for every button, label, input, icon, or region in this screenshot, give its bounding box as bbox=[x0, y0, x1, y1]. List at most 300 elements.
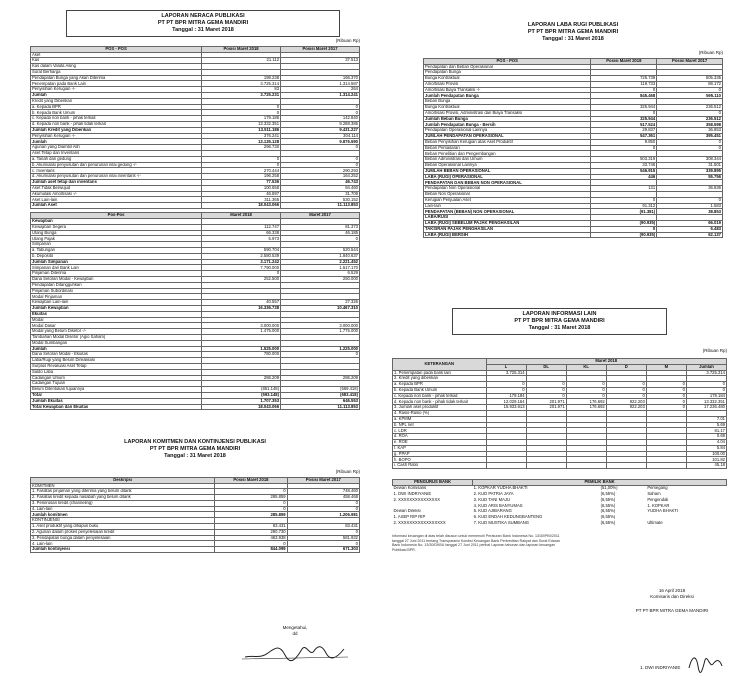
komitmen-col-2: Posisi Maret 2017 bbox=[287, 477, 359, 483]
neraca-date: Tanggal : 31 Maret 2018 bbox=[172, 27, 234, 33]
aset-value: 21.112 bbox=[202, 58, 281, 64]
infolain-value: 0 bbox=[526, 393, 566, 399]
aset-label: Aset Lain-lain bbox=[31, 197, 202, 203]
komitmen-section bbox=[30, 437, 360, 636]
labarugi-value: 358.598 bbox=[657, 122, 723, 128]
labarugi-col-1: Posisi Maret 2018 bbox=[591, 58, 657, 64]
pasiva-value: 112.747 bbox=[202, 224, 281, 230]
pasiva-label: b. Deposito bbox=[31, 253, 202, 259]
aset-label: Penyisihan Kerugian -/- bbox=[31, 133, 202, 139]
aset-value: 304.114 bbox=[281, 133, 360, 139]
komitmen-value: 458.468 bbox=[287, 495, 359, 501]
infolain-value bbox=[566, 463, 606, 469]
pasiva-col-2: Maret 2017 bbox=[281, 213, 360, 219]
labarugi-value: 725.739 bbox=[591, 76, 657, 82]
aset-label: Penempatan pada Bank Lain bbox=[31, 81, 202, 87]
infolain-value: 922.203 bbox=[606, 399, 646, 405]
aset-value: 164.252 bbox=[281, 174, 360, 180]
pemilik-name: 3. KUD TANI MAJU bbox=[473, 497, 511, 502]
pemilik-share: (6,55%) bbox=[600, 502, 616, 508]
komitmen-label: 2. Agunan dalam proses penyelesaian kredit bbox=[31, 529, 215, 535]
labarugi-label: Amortisasi Biaya Transaksi -/- bbox=[424, 87, 591, 93]
pasiva-value: 3.000.000 bbox=[281, 323, 360, 329]
infolain-value: 0 bbox=[686, 382, 726, 388]
pasiva-value: 286.209 bbox=[281, 375, 360, 381]
labarugi-value: 339.895 bbox=[657, 168, 723, 174]
neraca-header bbox=[66, 10, 340, 37]
infolain-label: h. BOPO bbox=[393, 457, 487, 463]
infolain-value: 4.04 bbox=[686, 440, 726, 446]
pasiva-label: Surplus Revaluasi Aset Tetap bbox=[31, 363, 202, 369]
labarugi-value: 6.483 bbox=[657, 226, 723, 232]
labarugi-value: 119.733 bbox=[591, 81, 657, 87]
komitmen-label: 1. Aset produktif yang dihapus buku bbox=[31, 524, 215, 530]
infolain-label: 1. Penempatan pada bank lain bbox=[393, 370, 487, 376]
infolain-value: 201.971 bbox=[526, 405, 566, 411]
aset-col-1: Posisi Maret 2018 bbox=[202, 46, 281, 52]
aset-label: Surat Berharga bbox=[31, 69, 202, 75]
komitmen-table bbox=[30, 477, 360, 554]
labarugi-value: 845.468 bbox=[591, 93, 657, 99]
aset-value: 290.293 bbox=[281, 168, 360, 174]
infolain-label: b. NPL net bbox=[393, 422, 487, 428]
pasiva-label: Modal Pinjaman bbox=[31, 294, 202, 300]
pasiva-value: 18.043.066 bbox=[202, 404, 281, 410]
pasiva-label: Utang Pajak bbox=[31, 236, 202, 242]
labarugi-value: 595.110 bbox=[657, 93, 723, 99]
labarugi-value: 0 bbox=[591, 226, 657, 232]
infolain-col-0: L bbox=[486, 364, 526, 370]
labarugi-value: 0 bbox=[657, 87, 723, 93]
labarugi-unit: (Ribuan Rp) bbox=[698, 50, 723, 55]
pasiva-label: Jumlah Kewajiban bbox=[31, 305, 202, 311]
pasiva-value: 1.840.637 bbox=[281, 253, 360, 259]
labarugi-col-0: POS - POS bbox=[424, 58, 591, 64]
pemegang-saham: 1. KOPKAR bbox=[647, 502, 670, 508]
infolain-table bbox=[392, 358, 727, 470]
neraca-unit: (Ribuan Rp) bbox=[335, 38, 360, 43]
pemegang-saham: Pengendali bbox=[647, 497, 669, 502]
pasiva-value: 1.775.000 bbox=[281, 329, 360, 335]
pasiva-label: Belum Ditentukan tujuannya bbox=[31, 387, 202, 393]
pasiva-value: 66.338 bbox=[202, 230, 281, 236]
footnote-line: tanggal 27 Juni 2011 tentang Transparansi Kondisi Keuangan Bank Perkreditan Rakyat dan Surat Edaran bbox=[392, 538, 560, 543]
labarugi-value: 325.944 bbox=[591, 116, 657, 122]
labarugi-value: 0 bbox=[657, 197, 723, 203]
labarugi-label: LABA (RUGI) BERSIH bbox=[424, 232, 591, 238]
aset-value: 9.288.386 bbox=[281, 122, 360, 128]
labarugi-value: 9.850 bbox=[591, 139, 657, 145]
footnote-line: Bank Indonesia No. 13/30/DKBU tanggal 27 Juni 2011 perihal Laporan tahunan dan laporan keuangan bbox=[392, 543, 556, 548]
pasiva-table bbox=[30, 212, 360, 410]
aset-value: 296.730 bbox=[202, 145, 281, 151]
pasiva-label: Modal Dasar bbox=[31, 323, 202, 329]
labarugi-section bbox=[423, 20, 723, 238]
pasiva-value: 0 bbox=[202, 271, 281, 277]
pasiva-label: Laba/Rugi yang Belum Direalisasi bbox=[31, 358, 202, 364]
labarugi-label: Amortisasi Provisi, Administrasi dan Biaya Transaksi bbox=[424, 110, 591, 116]
pasiva-row bbox=[31, 404, 360, 410]
labarugi-label: Pendapatan Bunga bbox=[424, 70, 591, 76]
infolain-label: e. ROE bbox=[393, 440, 487, 446]
infolain-col-1: DL bbox=[526, 364, 566, 370]
labarugi-value: 66.019 bbox=[657, 221, 723, 227]
aset-label: Agunan yang Diambil Alih bbox=[31, 145, 202, 151]
komitmen-value: 0 bbox=[215, 506, 287, 512]
labarugi-value: 446 bbox=[591, 174, 657, 180]
pasiva-value: 5.973 bbox=[202, 236, 281, 242]
aset-value: 0 bbox=[202, 162, 281, 168]
infolain-value: 0 bbox=[566, 387, 606, 393]
pasiva-label: Total bbox=[31, 392, 202, 398]
labarugi-label: LABA/RUGI bbox=[424, 215, 591, 221]
bottom-signature bbox=[640, 650, 728, 676]
pemilik-share: (6,55%) bbox=[600, 508, 616, 514]
infolain-value bbox=[526, 463, 566, 469]
aset-value: 13.135.128 bbox=[202, 139, 281, 145]
infolain-value: 12.029.164 bbox=[486, 399, 526, 405]
pasiva-label: Utang Bunga bbox=[31, 230, 202, 236]
labarugi-label: TAKSIRAN PAJAK PENGHASILAN bbox=[424, 226, 591, 232]
infolain-value: 179.184 bbox=[486, 393, 526, 399]
neraca-company: PT PT BPR MITRA GEMA MANDIRI bbox=[157, 20, 249, 26]
infolain-value: 3.725.314 bbox=[486, 370, 526, 376]
pasiva-label: Dana Setoran Modal - Kewajiban bbox=[31, 276, 202, 282]
komitmen-value: 0 bbox=[287, 541, 359, 547]
infolain-value: 13.332.351 bbox=[686, 399, 726, 405]
infolain-value: 7.01 bbox=[686, 416, 726, 422]
aset-label: d. Kepada non bank - pihak tidak terkait bbox=[31, 122, 202, 128]
komitmen-value: 671.303 bbox=[287, 547, 359, 553]
pasiva-label: Kewajiban Lain-lain bbox=[31, 300, 202, 306]
pengurus-table bbox=[392, 479, 727, 526]
company-label: PT PT BPR MITRA GEMA MANDIRI bbox=[635, 608, 709, 613]
pemegang-saham: YUDHA BHAKTI bbox=[647, 508, 679, 514]
labarugi-value: 395.451 bbox=[657, 134, 723, 140]
aset-value: 46.697 bbox=[202, 191, 281, 197]
komitmen-label: 2. Fasilitas kredit kepada nasabah yang belum ditarik bbox=[31, 495, 215, 501]
komitmen-signature-block bbox=[230, 625, 360, 665]
pemilik-name: 4. KUD ARIS BANYUMAS bbox=[473, 502, 523, 508]
infolain-col-5: Jumlah bbox=[686, 364, 726, 370]
infolain-unit: (Ribuan Rp) bbox=[702, 348, 727, 353]
labarugi-value: (90.935) bbox=[591, 221, 657, 227]
infolain-label: g. PPAP bbox=[393, 451, 487, 457]
infolain-header bbox=[452, 308, 667, 335]
komitmen-row bbox=[31, 547, 360, 553]
aset-value: 13.332.351 bbox=[202, 122, 281, 128]
labarugi-value: 0 bbox=[591, 110, 657, 116]
labarugi-label: LABA (RUGI) SEBELUM PAJAK PENGHASILAN bbox=[424, 221, 591, 227]
komitmen-value: 0 bbox=[287, 506, 359, 512]
labarugi-value: 308.344 bbox=[657, 157, 723, 163]
labarugi-label: Beban Bunga bbox=[424, 99, 591, 105]
pasiva-value: 646.553 bbox=[281, 398, 360, 404]
komitmen-value: 581.932 bbox=[287, 535, 359, 541]
infolain-value: 0 bbox=[566, 382, 606, 388]
infolain-label: c. Kepada non bank - pihak terkait bbox=[393, 393, 487, 399]
aset-value: 0 bbox=[281, 156, 360, 162]
pemilik-name: 2. KUD PATRIA JAYA bbox=[473, 491, 514, 496]
pasiva-value: 11.113.853 bbox=[281, 404, 360, 410]
labarugi-value: 36.853 bbox=[657, 128, 723, 134]
pasiva-label: Simpanan dari Bank Lain bbox=[31, 265, 202, 271]
aset-value: 83 bbox=[202, 87, 281, 93]
komitmen-value: 748.460 bbox=[287, 489, 359, 495]
infolain-value: 0 bbox=[646, 393, 686, 399]
aset-label: c. Inventaris bbox=[31, 168, 202, 174]
aset-label: Aset bbox=[31, 52, 202, 58]
labarugi-label: Pendapatan Non Operasional bbox=[424, 186, 591, 192]
dd-label: dd bbox=[292, 631, 298, 636]
infolain-value: 101.82 bbox=[686, 457, 726, 463]
pemilik-share: (6,55%) bbox=[600, 514, 616, 520]
komitmen-unit: (Ribuan Rp) bbox=[335, 469, 360, 474]
pasiva-value: 6.529 bbox=[281, 271, 360, 277]
infolain-value: 15.933.613 bbox=[486, 405, 526, 411]
aset-value: 198.238 bbox=[202, 75, 281, 81]
labarugi-label: PENDAPATAN (BEBAN) NON OPERASIONAL bbox=[424, 209, 591, 215]
labarugi-label: LABA (RUGI) OPERASIONAL bbox=[424, 174, 591, 180]
aset-value: 9.431.227 bbox=[281, 127, 360, 133]
labarugi-table bbox=[423, 58, 723, 239]
komitmen-value: 285.859 bbox=[215, 495, 287, 501]
aset-value: 37.513 bbox=[281, 58, 360, 64]
labarugi-date: Tanggal : 31 Maret 2018 bbox=[542, 36, 604, 42]
pasiva-label: a. Tabungan bbox=[31, 248, 202, 254]
infolain-label: f. KAP bbox=[393, 445, 487, 451]
labarugi-value: 236.512 bbox=[657, 105, 723, 111]
infolain-value: 45.18 bbox=[686, 463, 726, 469]
komitmen-value: 1.206.981 bbox=[287, 512, 359, 518]
labarugi-value: 38.853 bbox=[657, 209, 723, 215]
pasiva-value: 2.221.452 bbox=[281, 259, 360, 265]
komitmen-value: 285.859 bbox=[215, 512, 287, 518]
infolain-value: 81.17 bbox=[686, 428, 726, 434]
labarugi-label: JUMLAH BEBAN OPERASIONAL bbox=[424, 168, 591, 174]
aset-label: a. Tanah dan gedung bbox=[31, 156, 202, 162]
pasiva-label: Pinjaman Diterima bbox=[31, 271, 202, 277]
infolain-value: 179.184 bbox=[686, 393, 726, 399]
infolain-value: 0.69 bbox=[686, 434, 726, 440]
komitmen-col-0: Deskripsi bbox=[31, 477, 215, 483]
infolain-title: LAPORAN INFORMASI LAIN bbox=[522, 311, 597, 317]
pasiva-label: Cadangan Tujuan bbox=[31, 381, 202, 387]
infolain-value: 0 bbox=[486, 382, 526, 388]
infolain-label: 2. Kredit yang diberikan bbox=[393, 376, 487, 382]
pasiva-value: 10.467.310 bbox=[281, 305, 360, 311]
aset-value: 530.152 bbox=[281, 197, 360, 203]
pasiva-value: 252.500 bbox=[202, 276, 281, 282]
labarugi-value: 91.312 bbox=[591, 203, 657, 209]
labarugi-value: 0 bbox=[591, 197, 657, 203]
infolain-value: 100.00 bbox=[686, 451, 726, 457]
aset-label: Jumlah bbox=[31, 93, 202, 99]
labarugi-value: 131 bbox=[591, 186, 657, 192]
pasiva-value: 286.209 bbox=[202, 375, 281, 381]
labarugi-value: 0 bbox=[591, 145, 657, 151]
aset-value: 311.365 bbox=[202, 197, 281, 203]
aset-value: 196.258 bbox=[202, 174, 281, 180]
pasiva-value: (851.148) bbox=[202, 387, 281, 393]
infolain-value: 176.692 bbox=[566, 399, 606, 405]
infolain-signature-block bbox=[617, 588, 727, 614]
pemilik-share: (6,55%) bbox=[600, 520, 616, 525]
pasiva-value: (593.148) bbox=[202, 392, 281, 398]
pasiva-value: (683.418) bbox=[281, 392, 360, 398]
pemilik-header: PEMILIK BANK bbox=[473, 480, 727, 486]
pasiva-value: 1.517.170 bbox=[281, 265, 360, 271]
labarugi-value: 0 bbox=[657, 145, 723, 151]
pasiva-value: 1.475.000 bbox=[202, 329, 281, 335]
komitmen-label: KONTINJENSI bbox=[31, 518, 215, 524]
labarugi-value: 29.837 bbox=[591, 128, 657, 134]
labarugi-label: Kerugian Penjualan Aset bbox=[424, 197, 591, 203]
pasiva-value: 3.171.242 bbox=[202, 259, 281, 265]
infolain-value: 0 bbox=[686, 387, 726, 393]
pasiva-value: 40.557 bbox=[202, 300, 281, 306]
infolain-value bbox=[646, 463, 686, 469]
infolain-value: 922.203 bbox=[606, 405, 646, 411]
aset-table bbox=[30, 46, 360, 210]
aset-value: 9.876.590 bbox=[281, 139, 360, 145]
labarugi-value: (90.935) bbox=[591, 232, 657, 238]
infolain-value: 5.69 bbox=[686, 422, 726, 428]
pasiva-value: (569.418) bbox=[281, 387, 360, 393]
labarugi-label: Lain-lain bbox=[424, 203, 591, 209]
infolain-value: 0 bbox=[646, 382, 686, 388]
labarugi-label: Pendapatan dan Beban Operasional bbox=[424, 64, 591, 70]
pengurus-name: 2. XXXXXXXXXXXXXXX bbox=[393, 497, 441, 502]
pasiva-value: 1.707.353 bbox=[202, 398, 281, 404]
pasiva-value: 0 bbox=[281, 352, 360, 358]
komitmen-value: 0 bbox=[215, 541, 287, 547]
labarugi-label: Beban Pemasaran bbox=[424, 145, 591, 151]
labarugi-value: 0 bbox=[657, 110, 723, 116]
aset-value: 31.709 bbox=[281, 191, 360, 197]
labarugi-title: LAPORAN LABA RUGI PUBLIKASI bbox=[527, 22, 619, 28]
infolain-value: 0 bbox=[646, 405, 686, 411]
komitmen-label: 1. Fasilitas pinjaman yang diterima yang belum ditarik bbox=[31, 489, 215, 495]
aset-value: 0 bbox=[202, 110, 281, 116]
labarugi-value: 62.137 bbox=[657, 232, 723, 238]
aset-label: Aset Tetap dan Inventaris bbox=[31, 151, 202, 157]
aset-value: 0 bbox=[202, 156, 281, 162]
footnote bbox=[392, 534, 597, 552]
komitmen-label: 3. Penerusan kredit (channeling) bbox=[31, 500, 215, 506]
infolain-col-4: M bbox=[646, 364, 686, 370]
pasiva-label: Dana Setoran Modal - Ekuitas bbox=[31, 352, 202, 358]
infolain-row bbox=[393, 463, 727, 469]
infolain-value: 0 bbox=[526, 382, 566, 388]
infolain-label: a. Kepada BPR bbox=[393, 382, 487, 388]
labarugi-value: 546.915 bbox=[591, 168, 657, 174]
infolain-value: 0 bbox=[606, 393, 646, 399]
aset-label: b. Akumulasi penyusutan dan penurunan nilai gedung -/- bbox=[31, 162, 202, 168]
komitmen-value: 844.099 bbox=[215, 547, 287, 553]
labarugi-label: Jumlah Beban Bunga bbox=[424, 116, 591, 122]
aset-value: 1.314.241 bbox=[281, 93, 360, 99]
aset-label: c. Kepada non bank - pihak terkait bbox=[31, 116, 202, 122]
aset-label: Kas dalam Valuta Asing bbox=[31, 64, 202, 70]
aset-value: 1.314.587 bbox=[281, 81, 360, 87]
pemilik-share: (6,55%) bbox=[600, 491, 616, 496]
infolain-value bbox=[486, 463, 526, 469]
komitmen-label: Jumlah komitmen bbox=[31, 512, 215, 518]
labarugi-value: 0 bbox=[657, 139, 723, 145]
aset-label: Penyisihan Kerugian -/- bbox=[31, 87, 202, 93]
labarugi-value: 503.319 bbox=[591, 157, 657, 163]
pasiva-value: 7.790.000 bbox=[202, 265, 281, 271]
labarugi-label: JUMLAH PENDAPATAN OPERASIONAL bbox=[424, 134, 591, 140]
infolain-value: 17.236.480 bbox=[686, 405, 726, 411]
komitmen-title: LAPORAN KOMITMEN DAN KONTINJENSI PUBLIKASI bbox=[124, 439, 266, 445]
pengurus-name: 1. ASEP RIP RIP bbox=[393, 514, 426, 520]
aset-col-0: POS - POS bbox=[31, 46, 202, 52]
pasiva-value: 27.326 bbox=[281, 300, 360, 306]
pengurus-name: Dewan Direksi bbox=[393, 508, 421, 514]
infolain-col-3: D bbox=[606, 364, 646, 370]
pemilik-share: (51,00%) bbox=[600, 485, 618, 491]
pasiva-label: Kewajiban Segera bbox=[31, 224, 202, 230]
aset-value: 142.840 bbox=[281, 116, 360, 122]
aset-value: 11.113.853 bbox=[281, 203, 360, 209]
pasiva-value: 0 bbox=[281, 236, 360, 242]
labarugi-value: 88.172 bbox=[657, 81, 723, 87]
aset-value: 0 bbox=[281, 104, 360, 110]
pasiva-label: Jumlah Ekuitas bbox=[31, 398, 202, 404]
pasiva-value: 81.373 bbox=[281, 224, 360, 230]
infolain-label: b. Kepada Bank Umum bbox=[393, 387, 487, 393]
infolain-value: 0 bbox=[646, 399, 686, 405]
pasiva-value: 520.544 bbox=[281, 248, 360, 254]
aset-label: b. Kepada Bank Umum bbox=[31, 110, 202, 116]
labarugi-header bbox=[469, 20, 677, 45]
komitmen-value: 290.730 bbox=[215, 529, 287, 535]
pasiva-label: Simpanan bbox=[31, 242, 202, 248]
footnote-line: Publikasi BPR. bbox=[392, 547, 416, 552]
komitmen-value: 0 bbox=[287, 500, 359, 506]
infolain-value bbox=[606, 463, 646, 469]
labarugi-label: Jumlah Pendapatan Bunga - Bersih bbox=[424, 122, 591, 128]
signer-name: 1. DWI INDRIYANIE bbox=[640, 665, 681, 670]
pengurus-name: 1. DWI INDRIYANIE bbox=[393, 491, 432, 496]
pasiva-value: 590.704 bbox=[202, 248, 281, 254]
aset-value: 100.658 bbox=[202, 185, 281, 191]
pasiva-label: Jumlah Simpanan bbox=[31, 259, 202, 265]
aset-value: 166.370 bbox=[281, 75, 360, 81]
aset-label: Jumlah Aset bbox=[31, 203, 202, 209]
infolain-value: 0 bbox=[526, 387, 566, 393]
neraca-section bbox=[30, 10, 360, 410]
aset-label: Kredit yang Diberikan bbox=[31, 98, 202, 104]
komitmen-value: 0 bbox=[215, 500, 287, 506]
aset-label: a. Kepada BPR bbox=[31, 104, 202, 110]
komitmen-date: Tanggal : 31 Maret 2018 bbox=[164, 453, 226, 459]
infolain-value: 176.692 bbox=[566, 405, 606, 411]
aset-label: Kas bbox=[31, 58, 202, 64]
pasiva-col-1: Maret 2018 bbox=[202, 213, 281, 219]
infolain-value: 0 bbox=[486, 387, 526, 393]
aset-value: 3.725.231 bbox=[202, 93, 281, 99]
labarugi-value: 505.335 bbox=[657, 76, 723, 82]
labarugi-label: Bunga Kontraktual bbox=[424, 105, 591, 111]
signature-image bbox=[686, 650, 726, 676]
aset-label: Jumlah bbox=[31, 139, 202, 145]
aset-label: Aset Tidak Berwujud bbox=[31, 185, 202, 191]
aset-value: 0 bbox=[202, 104, 281, 110]
infolain-value: 5.84 bbox=[686, 445, 726, 451]
